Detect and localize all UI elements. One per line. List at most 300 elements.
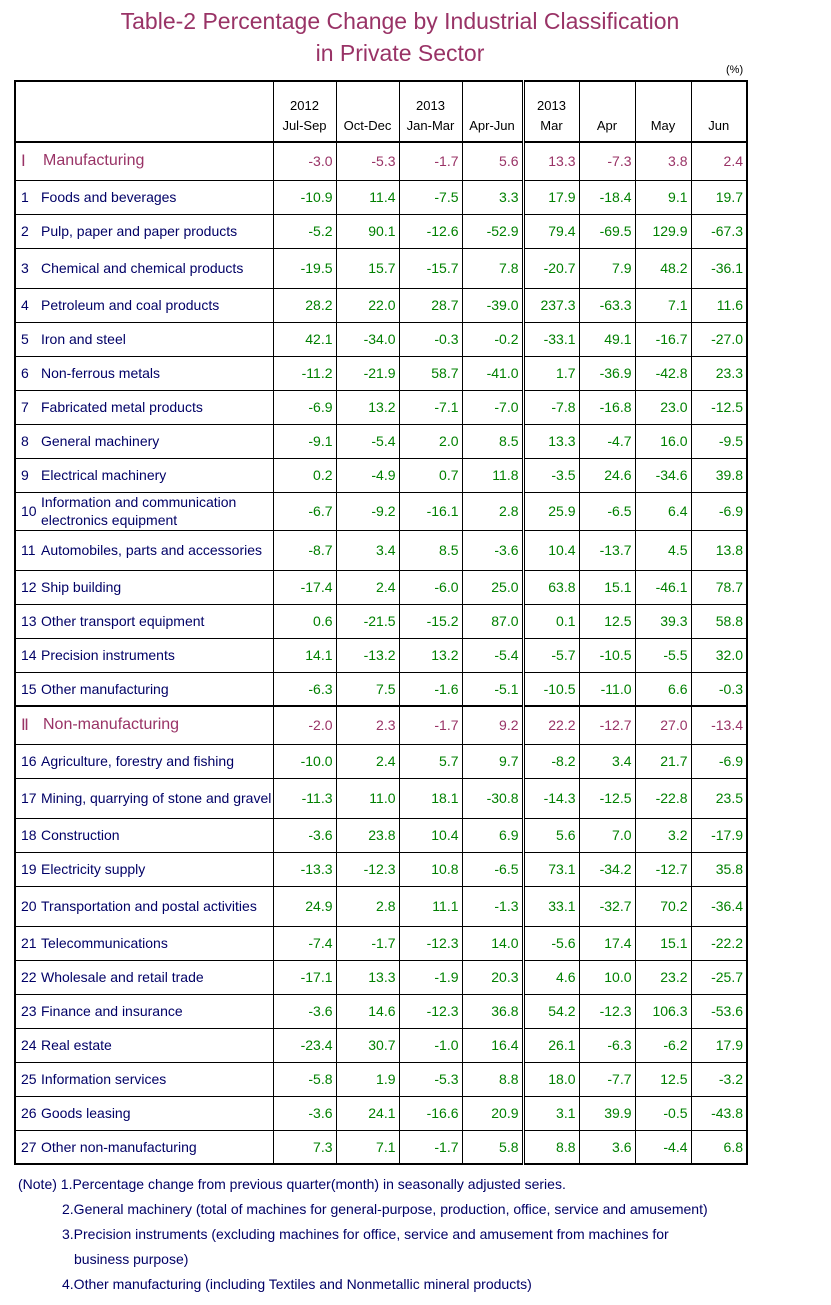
value-cell: 1.7 bbox=[523, 356, 579, 390]
value-cell: -6.9 bbox=[691, 492, 747, 530]
value-cell: -67.3 bbox=[691, 214, 747, 248]
value-cell: -1.9 bbox=[399, 960, 462, 994]
value-cell: 27.0 bbox=[635, 706, 691, 744]
header-period: Jul-Sep bbox=[282, 118, 327, 133]
header-col-1 bbox=[273, 81, 336, 142]
value-cell: 15.1 bbox=[579, 570, 635, 604]
row-label-cell bbox=[15, 1062, 273, 1096]
value-cell: 15.7 bbox=[336, 248, 399, 288]
row-label-cell bbox=[15, 604, 273, 638]
value-cell: -6.7 bbox=[273, 492, 336, 530]
value-cell: 237.3 bbox=[523, 288, 579, 322]
value-cell: -0.3 bbox=[691, 672, 747, 706]
row-name: Automobiles, parts and accessories bbox=[41, 542, 262, 558]
table-row bbox=[15, 458, 747, 492]
value-cell: -13.7 bbox=[579, 530, 635, 570]
value-cell: -4.9 bbox=[336, 458, 399, 492]
value-cell: -5.4 bbox=[336, 424, 399, 458]
row-label bbox=[21, 364, 273, 382]
value-cell: 8.5 bbox=[399, 530, 462, 570]
value-cell: 11.1 bbox=[399, 886, 462, 926]
row-label bbox=[21, 789, 273, 807]
value-cell: 12.5 bbox=[635, 1062, 691, 1096]
value-cell: 22.0 bbox=[336, 288, 399, 322]
value-cell: -8.7 bbox=[273, 530, 336, 570]
value-cell: 70.2 bbox=[635, 886, 691, 926]
value-cell: 63.8 bbox=[523, 570, 579, 604]
row-number: 1 bbox=[21, 189, 29, 205]
value-cell: 9.7 bbox=[462, 744, 523, 778]
row-number: 13 bbox=[21, 613, 37, 629]
row-label-cell bbox=[15, 288, 273, 322]
value-cell: -3.6 bbox=[273, 818, 336, 852]
value-cell: -12.5 bbox=[579, 778, 635, 818]
row-number: 17 bbox=[21, 790, 37, 806]
percentage-change-table bbox=[14, 80, 748, 1165]
note-2: 2.General machinery (total of machines for general-purpose, production, office, service and amusement) bbox=[62, 1201, 708, 1217]
value-cell: -9.2 bbox=[336, 492, 399, 530]
value-cell: 23.5 bbox=[691, 778, 747, 818]
value-cell: 22.2 bbox=[523, 706, 579, 744]
value-cell: 11.0 bbox=[336, 778, 399, 818]
value-cell: 19.7 bbox=[691, 180, 747, 214]
value-cell: 32.0 bbox=[691, 638, 747, 672]
row-name: Chemical and chemical products bbox=[41, 260, 244, 276]
value-cell: 3.6 bbox=[579, 1130, 635, 1164]
value-cell: 23.8 bbox=[336, 818, 399, 852]
value-cell: 0.1 bbox=[523, 604, 579, 638]
value-cell: -1.6 bbox=[399, 672, 462, 706]
value-cell: -3.5 bbox=[523, 458, 579, 492]
row-name: Other transport equipment bbox=[41, 613, 205, 629]
value-cell: 78.7 bbox=[691, 570, 747, 604]
header-period: Apr bbox=[596, 118, 618, 133]
row-label-cell bbox=[15, 926, 273, 960]
value-cell: -12.5 bbox=[691, 390, 747, 424]
value-cell: -11.3 bbox=[273, 778, 336, 818]
row-number: 12 bbox=[21, 579, 37, 595]
value-cell: -7.1 bbox=[399, 390, 462, 424]
row-label bbox=[21, 934, 273, 952]
value-cell: 23.0 bbox=[635, 390, 691, 424]
value-cell: 17.9 bbox=[691, 1028, 747, 1062]
row-name: Telecommunications bbox=[41, 935, 168, 951]
section-row bbox=[15, 706, 747, 744]
value-cell: -1.3 bbox=[462, 886, 523, 926]
value-cell: 12.5 bbox=[579, 604, 635, 638]
table-row bbox=[15, 288, 747, 322]
row-name: Fabricated metal products bbox=[41, 399, 203, 415]
row-label bbox=[21, 646, 273, 664]
value-cell: 11.6 bbox=[691, 288, 747, 322]
value-cell: -12.3 bbox=[579, 994, 635, 1028]
row-number: 5 bbox=[21, 331, 29, 347]
header-year bbox=[636, 96, 691, 116]
row-label-cell bbox=[15, 1028, 273, 1062]
row-label bbox=[21, 259, 273, 277]
row-label-cell bbox=[15, 390, 273, 424]
value-cell: 13.2 bbox=[336, 390, 399, 424]
row-label bbox=[21, 466, 273, 484]
value-cell: -53.6 bbox=[691, 994, 747, 1028]
value-cell: -20.7 bbox=[523, 248, 579, 288]
value-cell: -6.5 bbox=[462, 852, 523, 886]
value-cell: 39.8 bbox=[691, 458, 747, 492]
row-number: 24 bbox=[21, 1037, 37, 1053]
value-cell: 79.4 bbox=[523, 214, 579, 248]
table-row bbox=[15, 1062, 747, 1096]
section-row bbox=[15, 142, 747, 180]
value-cell: 24.9 bbox=[273, 886, 336, 926]
value-cell: -3.6 bbox=[462, 530, 523, 570]
value-cell: 1.9 bbox=[336, 1062, 399, 1096]
value-cell: 2.8 bbox=[336, 886, 399, 926]
value-cell: -6.3 bbox=[579, 1028, 635, 1062]
value-cell: -10.9 bbox=[273, 180, 336, 214]
value-cell: -15.7 bbox=[399, 248, 462, 288]
row-label-cell bbox=[15, 994, 273, 1028]
row-number: 26 bbox=[21, 1105, 37, 1121]
row-label-cell bbox=[15, 852, 273, 886]
header-col-4 bbox=[462, 81, 523, 142]
table-title-line1: Table-2 Percentage Change by Industrial Classification bbox=[120, 8, 680, 34]
header-period: Jun bbox=[708, 118, 730, 133]
row-number: 25 bbox=[21, 1071, 37, 1087]
value-cell: -5.3 bbox=[399, 1062, 462, 1096]
value-cell: 58.8 bbox=[691, 604, 747, 638]
row-number: 10 bbox=[21, 503, 37, 519]
row-number: 20 bbox=[21, 898, 37, 914]
value-cell: 6.8 bbox=[691, 1130, 747, 1164]
value-cell: -36.1 bbox=[691, 248, 747, 288]
notes bbox=[18, 1172, 708, 1297]
value-cell: -43.8 bbox=[691, 1096, 747, 1130]
value-cell: 39.9 bbox=[579, 1096, 635, 1130]
value-cell: 2.3 bbox=[336, 706, 399, 744]
row-name: Foods and beverages bbox=[41, 189, 177, 205]
value-cell: -21.5 bbox=[336, 604, 399, 638]
row-label-cell bbox=[15, 1096, 273, 1130]
row-number: 16 bbox=[21, 753, 37, 769]
value-cell: 28.7 bbox=[399, 288, 462, 322]
row-label bbox=[21, 752, 273, 770]
value-cell: 73.1 bbox=[523, 852, 579, 886]
value-cell: -46.1 bbox=[635, 570, 691, 604]
value-cell: 16.4 bbox=[462, 1028, 523, 1062]
value-cell: -34.0 bbox=[336, 322, 399, 356]
table-row bbox=[15, 744, 747, 778]
value-cell: -34.2 bbox=[579, 852, 635, 886]
row-name: Wholesale and retail trade bbox=[41, 969, 204, 985]
row-label bbox=[21, 968, 273, 986]
row-label bbox=[21, 151, 273, 171]
note-3: 3.Precision instruments (excluding machines for office, service and amusement from machines for bbox=[62, 1226, 669, 1242]
row-number: 8 bbox=[21, 433, 29, 449]
table-row bbox=[15, 852, 747, 886]
value-cell: 15.1 bbox=[635, 926, 691, 960]
row-name: Construction bbox=[41, 827, 120, 843]
value-cell: 106.3 bbox=[635, 994, 691, 1028]
row-number: 4 bbox=[21, 297, 29, 313]
value-cell: -21.9 bbox=[336, 356, 399, 390]
value-cell: -3.0 bbox=[273, 142, 336, 180]
value-cell: 90.1 bbox=[336, 214, 399, 248]
row-label bbox=[21, 826, 273, 844]
row-label bbox=[21, 897, 273, 915]
row-label bbox=[21, 1070, 273, 1088]
value-cell: -17.1 bbox=[273, 960, 336, 994]
value-cell: -1.7 bbox=[336, 926, 399, 960]
value-cell: 129.9 bbox=[635, 214, 691, 248]
table-row bbox=[15, 672, 747, 706]
row-label bbox=[21, 398, 273, 416]
row-label-cell bbox=[15, 778, 273, 818]
row-name: General machinery bbox=[41, 433, 160, 449]
value-cell: -7.0 bbox=[462, 390, 523, 424]
row-label-cell bbox=[15, 458, 273, 492]
table-row bbox=[15, 248, 747, 288]
table-row bbox=[15, 638, 747, 672]
row-name: Electricity supply bbox=[41, 861, 146, 877]
table-row bbox=[15, 1096, 747, 1130]
value-cell: -12.3 bbox=[399, 926, 462, 960]
value-cell: 18.0 bbox=[523, 1062, 579, 1096]
row-name: Pulp, paper and paper products bbox=[41, 223, 238, 239]
value-cell: 5.7 bbox=[399, 744, 462, 778]
table-row bbox=[15, 570, 747, 604]
value-cell: -1.0 bbox=[399, 1028, 462, 1062]
row-number: 18 bbox=[21, 827, 37, 843]
row-label-cell bbox=[15, 570, 273, 604]
value-cell: 7.0 bbox=[579, 818, 635, 852]
value-cell: -5.8 bbox=[273, 1062, 336, 1096]
value-cell: 10.4 bbox=[399, 818, 462, 852]
row-number: 19 bbox=[21, 861, 37, 877]
value-cell: 23.3 bbox=[691, 356, 747, 390]
row-name: Electrical machinery bbox=[41, 467, 167, 483]
table-row bbox=[15, 322, 747, 356]
row-name: Non-manufacturing bbox=[43, 716, 180, 734]
row-label bbox=[21, 541, 273, 559]
value-cell: -7.5 bbox=[399, 180, 462, 214]
table-row bbox=[15, 1130, 747, 1164]
value-cell: 13.3 bbox=[523, 142, 579, 180]
row-label-cell bbox=[15, 424, 273, 458]
value-cell: -16.1 bbox=[399, 492, 462, 530]
value-cell: 6.4 bbox=[635, 492, 691, 530]
value-cell: 23.2 bbox=[635, 960, 691, 994]
row-label bbox=[21, 330, 273, 348]
row-number: 9 bbox=[21, 467, 29, 483]
table-row bbox=[15, 530, 747, 570]
row-name: Manufacturing bbox=[43, 152, 145, 170]
value-cell: 14.0 bbox=[462, 926, 523, 960]
table-row bbox=[15, 214, 747, 248]
row-number: Ⅱ bbox=[21, 717, 29, 735]
value-cell: -10.0 bbox=[273, 744, 336, 778]
row-label bbox=[21, 296, 273, 314]
table-row bbox=[15, 492, 747, 530]
header-col-2 bbox=[336, 81, 399, 142]
row-label-cell bbox=[15, 356, 273, 390]
value-cell: -10.5 bbox=[523, 672, 579, 706]
value-cell: -22.2 bbox=[691, 926, 747, 960]
value-cell: -7.7 bbox=[579, 1062, 635, 1096]
row-name: Information and communication electronics equipment bbox=[41, 494, 237, 528]
value-cell: -6.2 bbox=[635, 1028, 691, 1062]
value-cell: -2.0 bbox=[273, 706, 336, 744]
value-cell: -8.2 bbox=[523, 744, 579, 778]
value-cell: -18.4 bbox=[579, 180, 635, 214]
table-title-line2: in Private Sector bbox=[315, 40, 485, 66]
row-number: 7 bbox=[21, 399, 29, 415]
header-period: Mar bbox=[540, 118, 563, 133]
value-cell: 8.8 bbox=[462, 1062, 523, 1096]
value-cell: 39.3 bbox=[635, 604, 691, 638]
table-row bbox=[15, 886, 747, 926]
row-number: 14 bbox=[21, 647, 37, 663]
row-label-cell bbox=[15, 744, 273, 778]
value-cell: -17.4 bbox=[273, 570, 336, 604]
header-col-8 bbox=[691, 81, 747, 142]
row-label-cell bbox=[15, 818, 273, 852]
table-row bbox=[15, 926, 747, 960]
header-year: 2013 bbox=[416, 98, 445, 113]
value-cell: 48.2 bbox=[635, 248, 691, 288]
value-cell: -6.9 bbox=[273, 390, 336, 424]
value-cell: 10.4 bbox=[523, 530, 579, 570]
row-number: Ⅰ bbox=[21, 153, 26, 171]
value-cell: 9.2 bbox=[462, 706, 523, 744]
value-cell: -5.7 bbox=[523, 638, 579, 672]
value-cell: -69.5 bbox=[579, 214, 635, 248]
value-cell: 7.9 bbox=[579, 248, 635, 288]
value-cell: 3.2 bbox=[635, 818, 691, 852]
value-cell: -11.0 bbox=[579, 672, 635, 706]
value-cell: 11.4 bbox=[336, 180, 399, 214]
row-label-cell bbox=[15, 886, 273, 926]
row-number: 2 bbox=[21, 223, 29, 239]
header-year bbox=[337, 96, 399, 116]
row-name: Goods leasing bbox=[41, 1105, 131, 1121]
value-cell: 30.7 bbox=[336, 1028, 399, 1062]
row-number: 23 bbox=[21, 1003, 37, 1019]
row-name: Finance and insurance bbox=[41, 1003, 183, 1019]
row-label bbox=[21, 1104, 273, 1122]
value-cell: -5.3 bbox=[336, 142, 399, 180]
table-row bbox=[15, 1028, 747, 1062]
value-cell: -27.0 bbox=[691, 322, 747, 356]
value-cell: -22.8 bbox=[635, 778, 691, 818]
value-cell: -5.1 bbox=[462, 672, 523, 706]
value-cell: 25.9 bbox=[523, 492, 579, 530]
value-cell: 10.8 bbox=[399, 852, 462, 886]
row-label-cell bbox=[15, 1130, 273, 1164]
value-cell: 11.8 bbox=[462, 458, 523, 492]
header-col-5 bbox=[523, 81, 579, 142]
row-label-cell bbox=[15, 492, 273, 530]
value-cell: 2.4 bbox=[691, 142, 747, 180]
table-header-row bbox=[15, 81, 747, 142]
value-cell: -25.7 bbox=[691, 960, 747, 994]
table-row bbox=[15, 778, 747, 818]
table-body bbox=[15, 81, 747, 1164]
value-cell: -10.5 bbox=[579, 638, 635, 672]
row-label-cell bbox=[15, 672, 273, 706]
value-cell: 36.8 bbox=[462, 994, 523, 1028]
value-cell: 16.0 bbox=[635, 424, 691, 458]
value-cell: 58.7 bbox=[399, 356, 462, 390]
note-3-continued: business purpose) bbox=[74, 1251, 189, 1267]
value-cell: 21.7 bbox=[635, 744, 691, 778]
value-cell: -5.2 bbox=[273, 214, 336, 248]
value-cell: -0.2 bbox=[462, 322, 523, 356]
row-number: 15 bbox=[21, 680, 37, 697]
row-label bbox=[21, 432, 273, 450]
value-cell: 6.9 bbox=[462, 818, 523, 852]
value-cell: 18.1 bbox=[399, 778, 462, 818]
value-cell: 49.1 bbox=[579, 322, 635, 356]
value-cell: -3.2 bbox=[691, 1062, 747, 1096]
value-cell: 2.8 bbox=[462, 492, 523, 530]
value-cell: -5.6 bbox=[523, 926, 579, 960]
row-label-cell bbox=[15, 530, 273, 570]
value-cell: -11.2 bbox=[273, 356, 336, 390]
value-cell: 3.4 bbox=[336, 530, 399, 570]
value-cell: 24.1 bbox=[336, 1096, 399, 1130]
row-name: Iron and steel bbox=[41, 331, 126, 347]
table-row bbox=[15, 960, 747, 994]
row-label-cell bbox=[15, 638, 273, 672]
value-cell: 87.0 bbox=[462, 604, 523, 638]
header-period: May bbox=[650, 118, 676, 133]
value-cell: -3.6 bbox=[273, 1096, 336, 1130]
value-cell: -6.9 bbox=[691, 744, 747, 778]
value-cell: 2.4 bbox=[336, 570, 399, 604]
value-cell: -42.8 bbox=[635, 356, 691, 390]
row-label-cell bbox=[15, 248, 273, 288]
value-cell: -6.5 bbox=[579, 492, 635, 530]
value-cell: -23.4 bbox=[273, 1028, 336, 1062]
table-row bbox=[15, 180, 747, 214]
row-number: 6 bbox=[21, 365, 29, 381]
row-label-cell bbox=[15, 142, 273, 180]
value-cell: -17.9 bbox=[691, 818, 747, 852]
value-cell: 3.1 bbox=[523, 1096, 579, 1130]
row-name: Mining, quarrying of stone and gravel bbox=[41, 790, 272, 806]
value-cell: -36.4 bbox=[691, 886, 747, 926]
value-cell: -0.5 bbox=[635, 1096, 691, 1130]
value-cell: -12.3 bbox=[336, 852, 399, 886]
value-cell: 4.6 bbox=[523, 960, 579, 994]
value-cell: -3.6 bbox=[273, 994, 336, 1028]
value-cell: -5.4 bbox=[462, 638, 523, 672]
row-name: Other non-manufacturing bbox=[41, 1138, 197, 1155]
value-cell: 5.6 bbox=[462, 142, 523, 180]
header-year: 2013 bbox=[537, 98, 566, 113]
value-cell: 17.4 bbox=[579, 926, 635, 960]
value-cell: 20.9 bbox=[462, 1096, 523, 1130]
table-row bbox=[15, 994, 747, 1028]
value-cell: 33.1 bbox=[523, 886, 579, 926]
value-cell: -41.0 bbox=[462, 356, 523, 390]
row-label bbox=[21, 1002, 273, 1020]
row-label bbox=[21, 715, 273, 735]
value-cell: 24.6 bbox=[579, 458, 635, 492]
value-cell: 35.8 bbox=[691, 852, 747, 886]
value-cell: -19.5 bbox=[273, 248, 336, 288]
value-cell: 3.8 bbox=[635, 142, 691, 180]
